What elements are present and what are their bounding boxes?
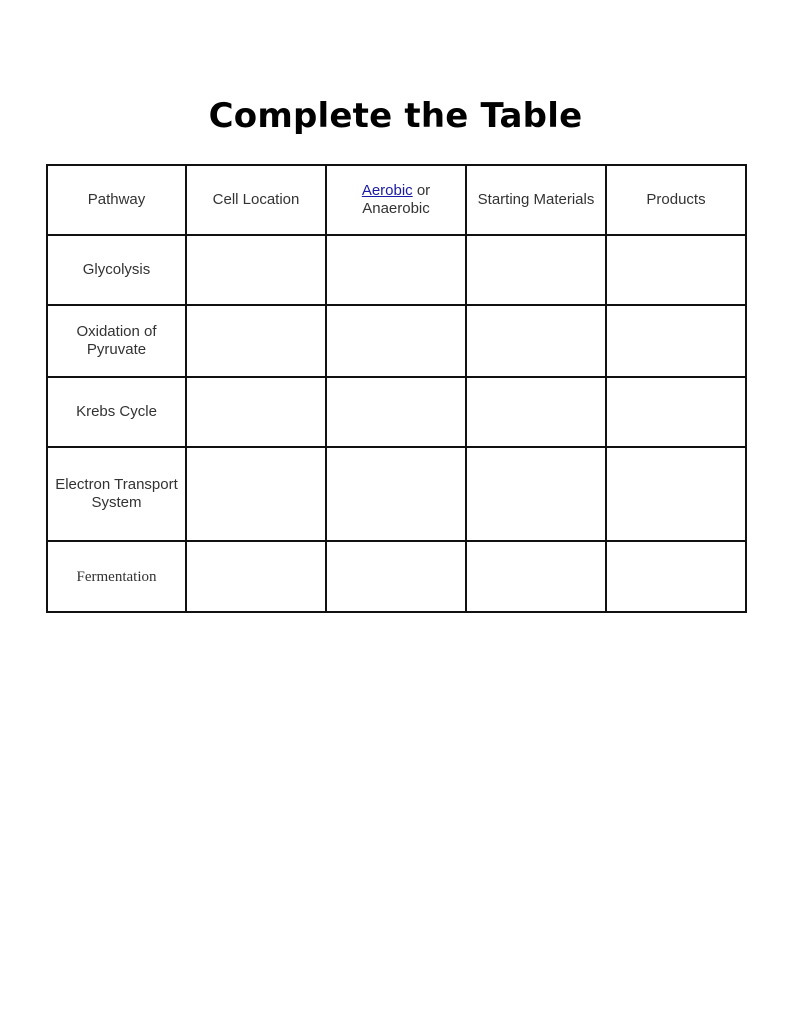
answer-cell[interactable] xyxy=(466,305,606,377)
answer-cell[interactable] xyxy=(186,377,326,447)
row-label-text: Pyruvate xyxy=(86,341,147,358)
table-row xyxy=(47,235,746,305)
header-or-text: or xyxy=(412,182,431,199)
header-anaerobic-text: Anaerobic xyxy=(362,200,430,217)
row-label-text: Electron Transport xyxy=(55,476,178,493)
row-label-text: Krebs Cycle xyxy=(76,403,157,420)
row-label-glycolysis xyxy=(47,235,186,305)
header-pathway: Pathway xyxy=(47,165,186,235)
table-row xyxy=(47,377,746,447)
table-row xyxy=(47,447,746,541)
row-label-krebs-cycle xyxy=(47,377,186,447)
answer-cell[interactable] xyxy=(466,235,606,305)
answer-cell[interactable] xyxy=(606,541,746,612)
answer-cell[interactable] xyxy=(606,305,746,377)
answer-cell[interactable] xyxy=(326,377,466,447)
answer-cell[interactable] xyxy=(186,305,326,377)
row-label-text: Glycolysis xyxy=(82,261,151,278)
answer-cell[interactable] xyxy=(466,541,606,612)
answer-cell[interactable] xyxy=(186,235,326,305)
row-label-text: Oxidation of xyxy=(76,323,157,340)
answer-cell[interactable] xyxy=(466,377,606,447)
answer-cell[interactable] xyxy=(606,377,746,447)
answer-cell[interactable] xyxy=(326,447,466,541)
table-row xyxy=(47,541,746,612)
answer-cell[interactable] xyxy=(186,447,326,541)
header-products: Products xyxy=(606,165,746,235)
answer-cell[interactable] xyxy=(606,235,746,305)
answer-cell[interactable] xyxy=(326,541,466,612)
row-label-text: Fermentation xyxy=(76,568,157,585)
row-label-fermentation xyxy=(47,541,186,612)
table-header-row xyxy=(47,165,746,235)
page-title: Complete the Table xyxy=(208,96,583,136)
header-cell-location: Cell Location xyxy=(186,165,326,235)
row-label-oxidation-of-pyruvate xyxy=(47,305,186,377)
answer-cell[interactable] xyxy=(186,541,326,612)
pathway-table xyxy=(46,164,747,613)
row-label-electron-transport-system xyxy=(47,447,186,541)
aerobic-link[interactable]: Aerobic xyxy=(361,182,413,199)
answer-cell[interactable] xyxy=(466,447,606,541)
answer-cell[interactable] xyxy=(606,447,746,541)
answer-cell[interactable] xyxy=(326,305,466,377)
answer-cell[interactable] xyxy=(326,235,466,305)
row-label-text: System xyxy=(91,494,142,511)
table-row xyxy=(47,305,746,377)
header-starting-materials: Starting Materials xyxy=(466,165,606,235)
header-aerobic-or-anaerobic xyxy=(326,165,466,235)
